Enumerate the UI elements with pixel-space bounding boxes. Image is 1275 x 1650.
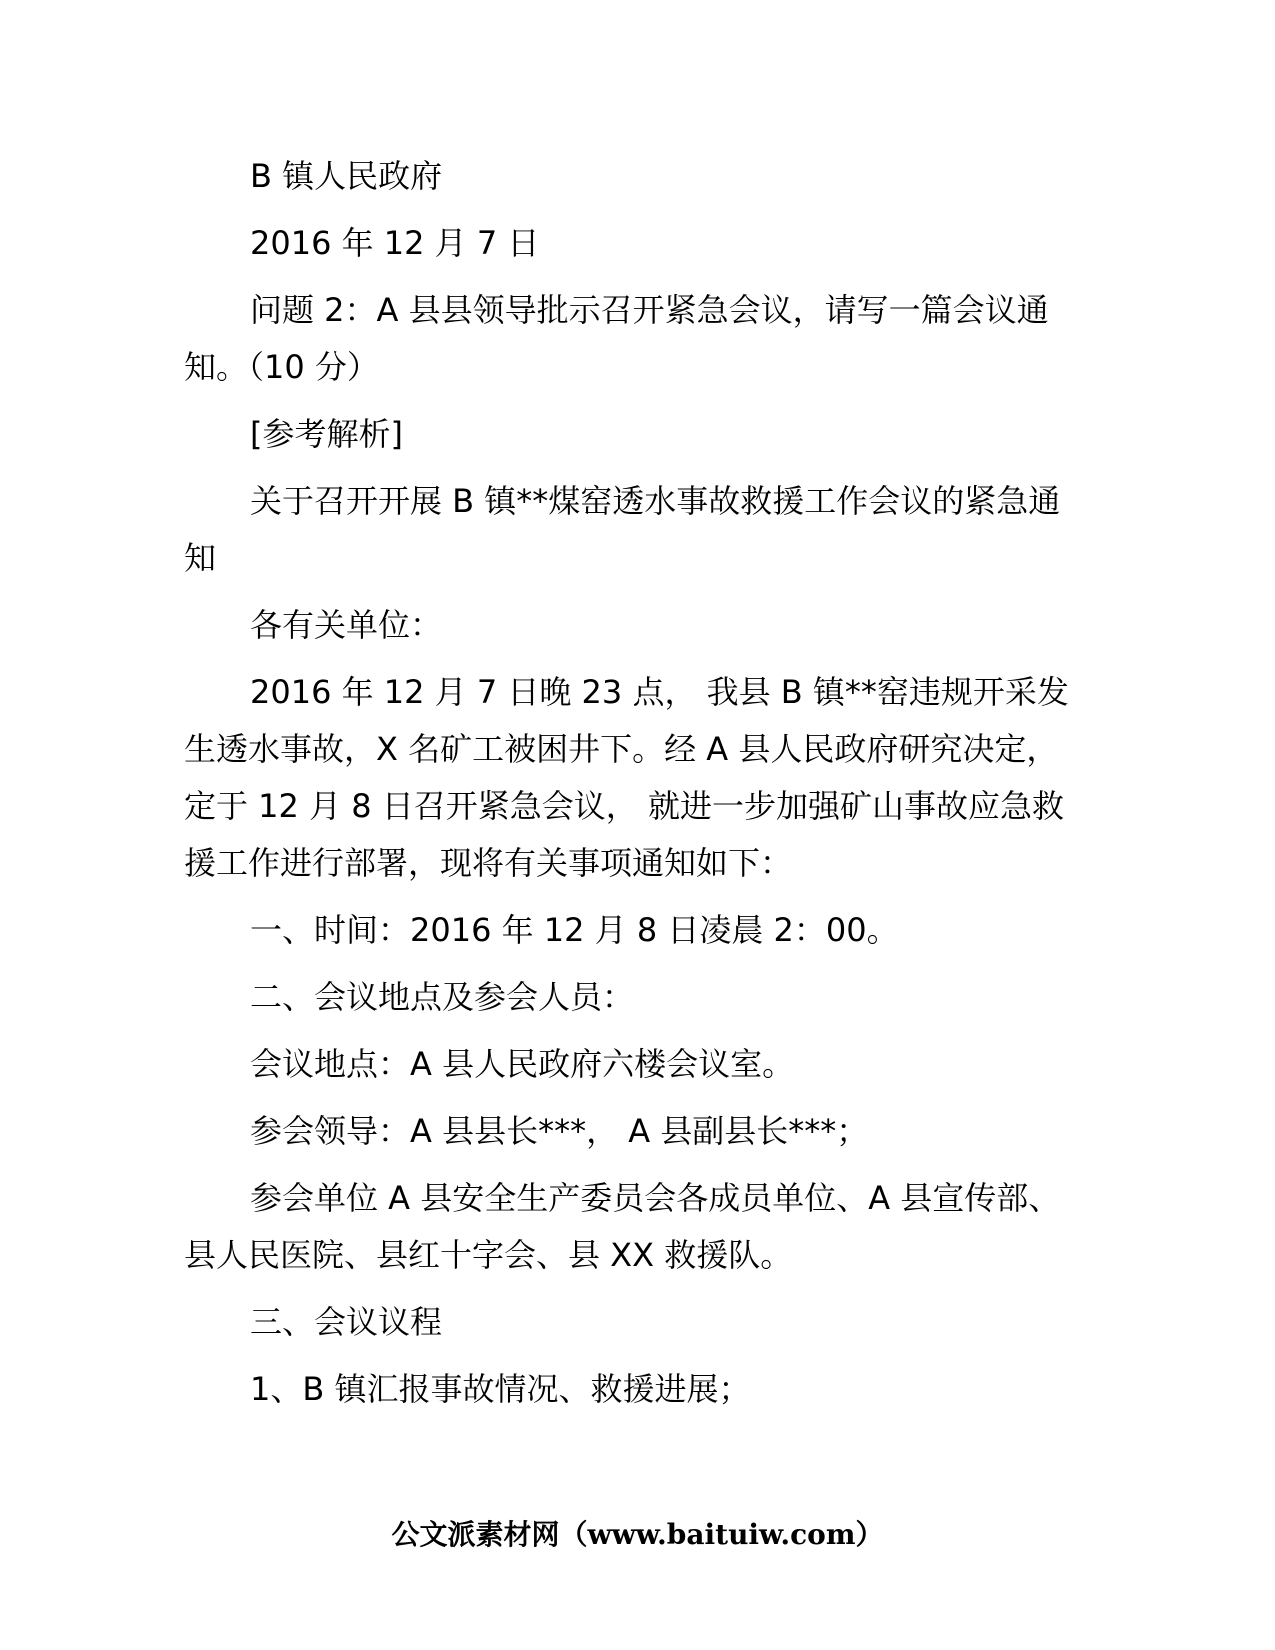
item-venue-attendees-heading: 二、会议地点及参会人员：	[250, 978, 635, 1016]
salutation: 各有关单位：	[250, 606, 443, 644]
footer-watermark: 公文派素材网（www.baituiw.com）	[391, 1518, 884, 1551]
notice-intro-paragraph: 2016 年 12 月 7 日晚 23 点， 我县 B 镇**窑违规开采发生透水事故，X 名矿工被困井下。经 A 县人民政府研究决定，定于 12 月 8 日召开紧急会议， 就进一步加强矿山事故应急救援工作进行部署，现将有关事项通知如下：	[184, 673, 1069, 882]
meeting-venue: 会议地点：A 县人民政府六楼会议室。	[250, 1045, 795, 1083]
document-body	[184, 148, 1070, 1428]
agenda-item-1: 1、B 镇汇报事故情况、救援进展；	[250, 1370, 751, 1408]
agenda-heading: 三、会议议程	[250, 1303, 443, 1341]
question-text: 问题 2：A 县县领导批示召开紧急会议，请写一篇会议通知。（10 分）	[184, 291, 1049, 386]
attending-units: 参会单位 A 县安全生产委员会各成员单位、A 县宣传部、县人民医院、县红十字会、县 XX 救援队。	[184, 1179, 1061, 1274]
signature-date: 2016 年 12 月 7 日	[250, 224, 540, 262]
item-time: 一、时间：2016 年 12 月 8 日凌晨 2：00。	[250, 911, 899, 949]
attending-leaders: 参会领导：A 县县长***， A 县副县长***；	[250, 1112, 869, 1150]
reference-heading: [参考解析]	[250, 415, 403, 453]
notice-title: 关于召开开展 B 镇**煤窑透水事故救援工作会议的紧急通知	[184, 482, 1061, 577]
signature-org: B 镇人民政府	[250, 157, 443, 195]
